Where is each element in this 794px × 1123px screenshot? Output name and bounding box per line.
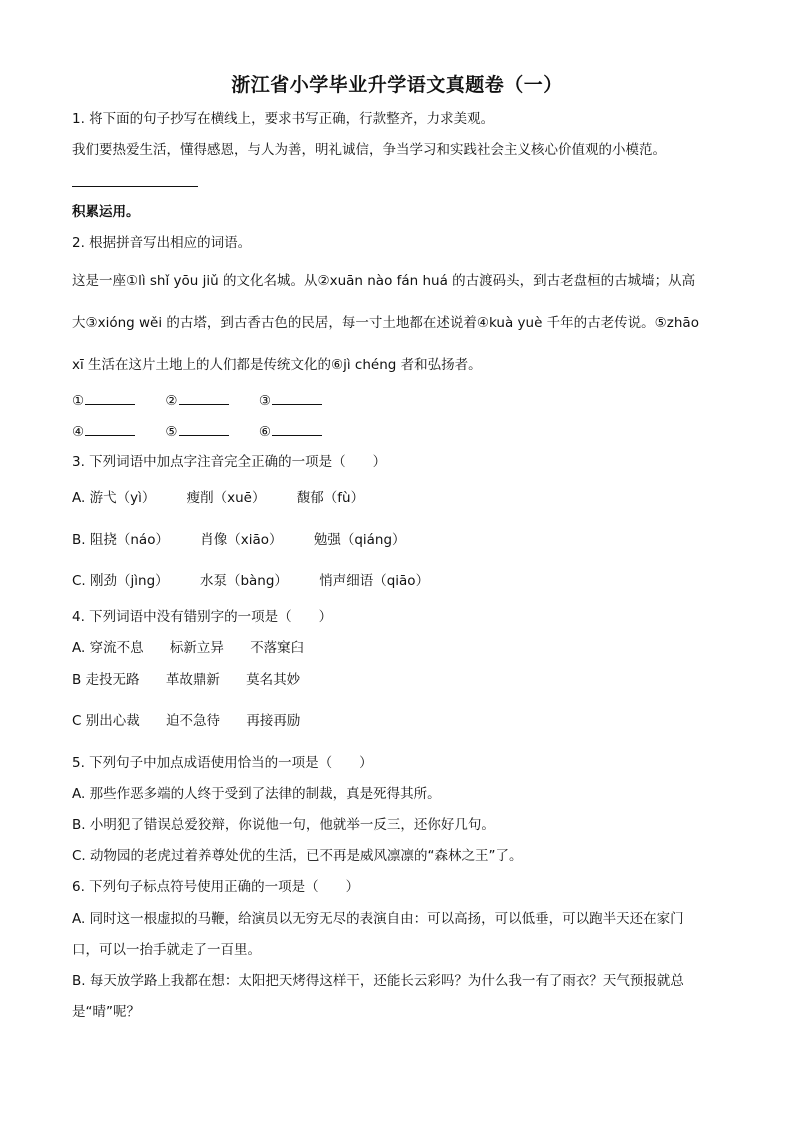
option-row[interactable] <box>72 971 684 991</box>
question-3-stem: 3. 下列词语中加点字注音完全正确的一项是（ ） <box>72 454 387 470</box>
option-continuation: 口，可以一抬手就走了一百里。 <box>72 942 261 958</box>
option-row[interactable] <box>72 670 300 690</box>
question-2-passage-line: xī 生活在这片土地上的人们都是传统文化的⑥jì chéng 者和弘扬者。 <box>72 357 482 373</box>
option-label: B. <box>72 532 86 548</box>
option-word: 革故鼎新 <box>165 672 220 688</box>
option-word: 别出心裁 <box>85 713 140 729</box>
copy-answer-line[interactable] <box>72 186 198 187</box>
option-row[interactable] <box>72 815 495 835</box>
answer-blank[interactable] <box>85 421 135 436</box>
option-word: 穿流不息 <box>89 640 144 656</box>
option-word: 肖像（xiāo） <box>200 532 283 548</box>
page-title: 浙江省小学毕业升学语文真题卷（一） <box>231 74 563 96</box>
option-text: 动物园的老虎过着养尊处优的生活，已不再是威风凛凛的“森林之王”了。 <box>90 848 523 864</box>
option-label: C. <box>72 848 86 864</box>
option-word: 莫名其妙 <box>246 672 301 688</box>
answer-blanks-row <box>72 421 322 442</box>
blank-label: ⑤ <box>165 424 178 440</box>
option-row[interactable] <box>72 909 684 929</box>
option-row[interactable] <box>72 638 304 658</box>
answer-blank[interactable] <box>179 390 229 405</box>
option-row[interactable] <box>72 488 364 508</box>
answer-blank[interactable] <box>179 421 229 436</box>
option-word: 再接再励 <box>246 713 301 729</box>
blank-label: ① <box>72 393 85 409</box>
option-word: 瘦削（xuē） <box>186 490 266 506</box>
option-continuation: 是“晴”呢？ <box>72 1004 140 1020</box>
option-row[interactable] <box>72 846 523 866</box>
option-word: 悄声细语（qiāo） <box>319 573 430 589</box>
question-1-stem: 1. 将下面的句子抄写在横线上，要求书写正确，行款整齐，力求美观。 <box>72 111 495 127</box>
option-label: A. <box>72 490 86 506</box>
option-word: 标新立异 <box>169 640 224 656</box>
option-label: C <box>72 713 82 729</box>
answer-blank[interactable] <box>272 421 322 436</box>
answer-blank[interactable] <box>85 390 135 405</box>
option-text: 同时这一根虚拟的马鞭，给演员以无穷无尽的表演自由：可以高扬，可以低垂，可以跑半天还在家门 <box>89 911 684 927</box>
option-row[interactable] <box>72 711 300 731</box>
option-word: 勉强（qiáng） <box>313 532 406 548</box>
option-word: 游弋（yì） <box>89 490 156 506</box>
option-label: A. <box>72 640 86 656</box>
option-word: 阻挠（náo） <box>89 532 169 548</box>
question-2-passage-line: 这是一座①lì shǐ yōu jiǔ 的文化名城。从②xuān nào fán huá 的古渡码头，到古老盘桓的古城墙；从高 <box>72 273 696 289</box>
option-word: 水泵（bàng） <box>199 573 288 589</box>
option-label: B <box>72 672 82 688</box>
question-5-stem: 5. 下列句子中加点成语使用恰当的一项是（ ） <box>72 755 373 771</box>
question-2-passage-line: 大③xióng wěi 的古塔，到古香古色的民居，每一寸土地都在述说着④kuà yuè 千年的古老传说。⑤zhāo <box>72 315 699 331</box>
blank-label: ⑥ <box>258 424 271 440</box>
answer-blanks-row <box>72 390 322 411</box>
section-heading: 积累运用。 <box>72 204 140 220</box>
option-row[interactable] <box>72 784 441 804</box>
option-label: B. <box>72 973 86 989</box>
option-label: B. <box>72 817 86 833</box>
question-1-sentence: 我们要热爱生活，懂得感恩，与人为善，明礼诚信，争当学习和实践社会主义核心价值观的小模范。 <box>72 142 666 158</box>
answer-blank[interactable] <box>272 390 322 405</box>
option-label: A. <box>72 786 86 802</box>
option-row[interactable] <box>72 571 429 591</box>
option-row[interactable] <box>72 530 406 550</box>
question-2-stem: 2. 根据拼音写出相应的词语。 <box>72 235 252 251</box>
blank-label: ② <box>165 393 178 409</box>
question-6-stem: 6. 下列句子标点符号使用正确的一项是（ ） <box>72 879 360 895</box>
option-label: A. <box>72 911 86 927</box>
blank-label: ④ <box>72 424 85 440</box>
option-word: 迫不急待 <box>166 713 221 729</box>
option-word: 馥郁（fù） <box>296 490 365 506</box>
blank-label: ③ <box>258 393 271 409</box>
option-word: 走投无路 <box>85 672 140 688</box>
option-text: 那些作恶多端的人终于受到了法律的制裁，真是死得其所。 <box>89 786 441 802</box>
option-label: C. <box>72 573 86 589</box>
option-text: 每天放学路上我都在想：太阳把天烤得这样干，还能长云彩吗？为什么我一有了雨衣？天气预报就总 <box>89 973 684 989</box>
option-word: 不落窠臼 <box>250 640 305 656</box>
option-text: 小明犯了错误总爱狡辩，你说他一句，他就举一反三，还你好几句。 <box>89 817 495 833</box>
option-word: 刚劲（jìng） <box>90 573 169 589</box>
question-4-stem: 4. 下列词语中没有错别字的一项是（ ） <box>72 609 333 625</box>
